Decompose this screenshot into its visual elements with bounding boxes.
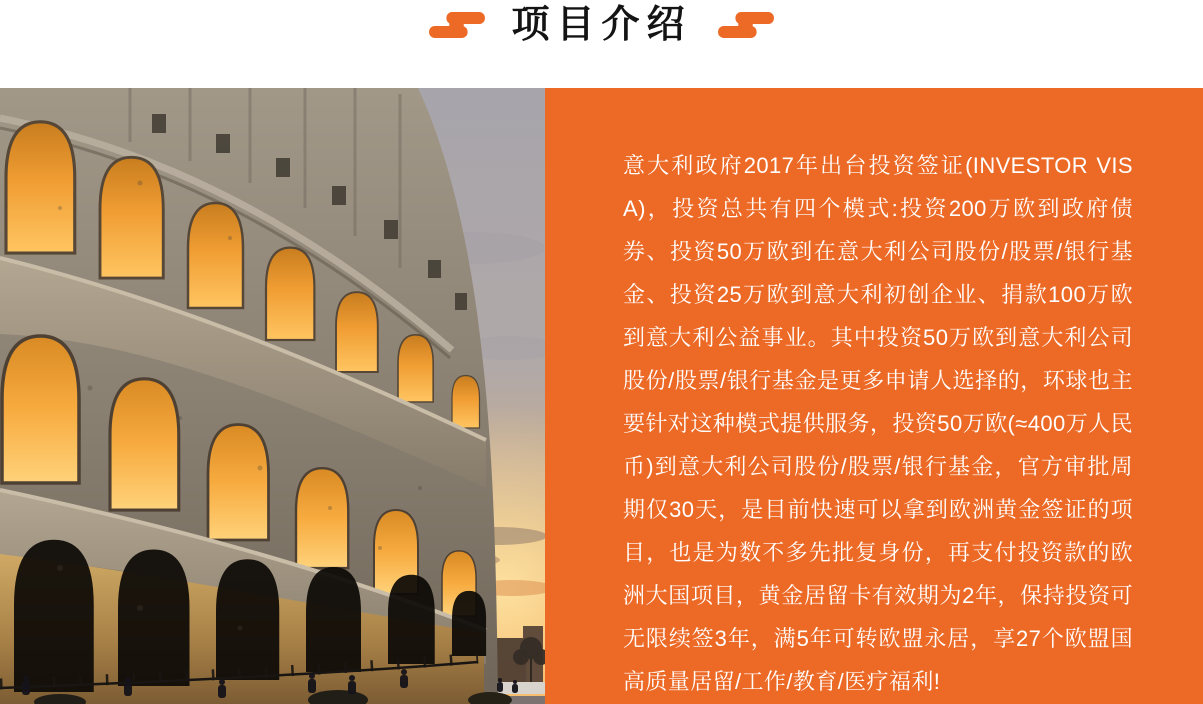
content-row xyxy=(0,88,1203,704)
intro-panel xyxy=(545,88,1203,704)
title-divider-icon xyxy=(718,12,774,38)
colosseum-photo-illustration xyxy=(0,88,545,704)
page-title: 项目介绍 xyxy=(511,4,692,46)
section-header xyxy=(0,0,1203,88)
section-header-inner xyxy=(429,0,773,50)
intro-paragraph: 意大利政府2017年出台投资签证(INVESTOR VISA)，投资总共有四个模式:投资200万欧到政府债券、投资50万欧到在意大利公司股份/股票/银行基金、投资25万欧到意大利初创企业、捐款100万欧到意大利公益事业。其中投资50万欧到意大利公司股份/股票/银行基金是更多申请人选择的，环球也主要针对这种模式提供服务，投资50万欧(≈400万人民币)到意大利公司股份/股票/银行基金，官方审批周期仅30天，是目前快速可以拿到欧洲黄金签证的项目，也是为数不多先批复身份，再支付投资款的欧洲大国项目，黄金居留卡有效期为2年，保持投资可无限续签3年，满5年可转欧盟永居，享27个欧盟国高质量居留/工作/教育/医疗福利! xyxy=(623,153,1133,694)
colosseum-photo xyxy=(0,88,545,704)
title-divider-icon xyxy=(429,12,485,38)
